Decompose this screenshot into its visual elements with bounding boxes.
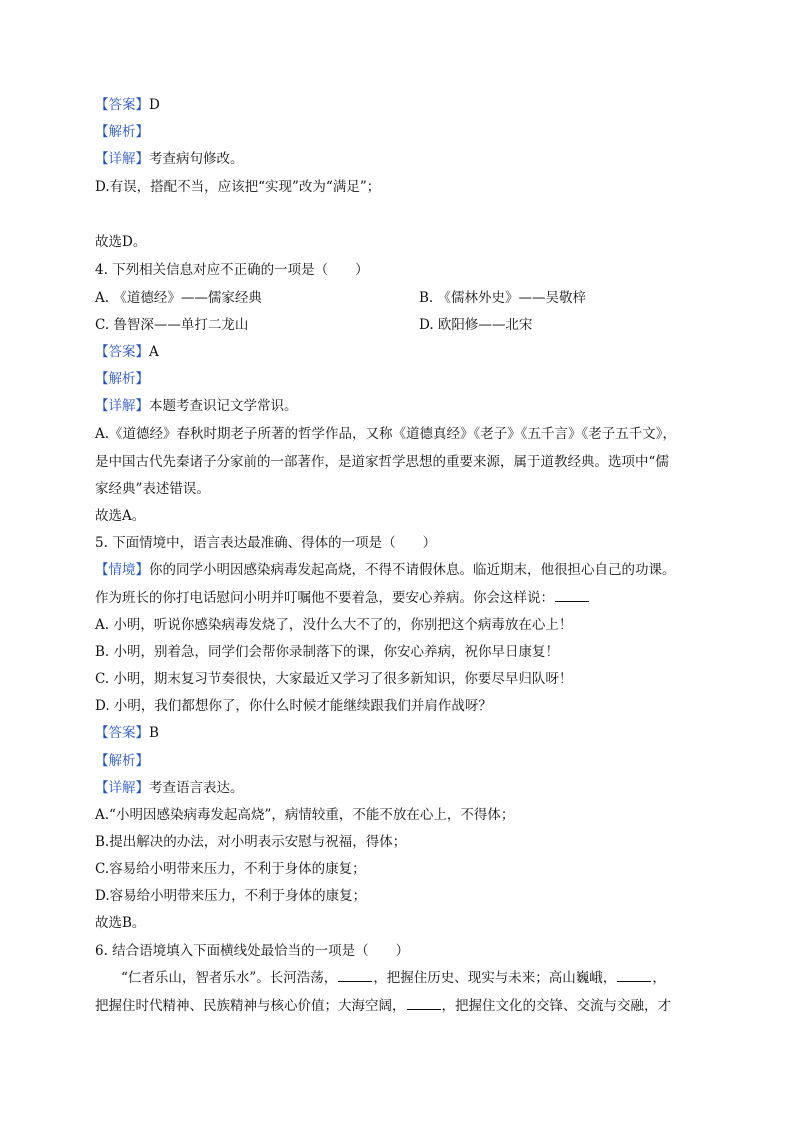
q3-detail: 考查病句修改。 (149, 151, 244, 167)
q5-analysis-line (95, 752, 149, 770)
detail-tag: 【详解】 (95, 398, 149, 414)
fill-blank-1 (338, 969, 372, 982)
q4-option-d: D. 欧阳修——北宋 (419, 317, 533, 333)
q5-explain-b: B.提出解决的办法，对小明表示安慰与祝福，得体； (95, 834, 407, 850)
q6-stem: 6. 结合语境填入下面横线处最恰当的一项是（ ） (95, 943, 410, 959)
q5-detail: 考查语言表达。 (149, 780, 244, 796)
detail-tag: 【详解】 (95, 780, 149, 796)
q4-conclusion: 故选A。 (95, 508, 146, 524)
q6-passage-part-1: “仁者乐山，智者乐水”。长河浩荡， (121, 970, 338, 986)
q4-detail: 本题考查识记文学常识。 (149, 398, 298, 414)
q4-detail-line (95, 397, 298, 415)
analysis-tag: 【解析】 (95, 124, 149, 140)
q3-analysis-line (95, 123, 149, 141)
q4-option-a: A. 《道德经》——儒家经典 (95, 290, 262, 306)
q5-answer-line (95, 724, 159, 742)
answer-tag: 【答案】 (95, 344, 149, 360)
q5-option-b: B. 小明，别着急，同学们会帮你录制落下的课，你安心养病，祝你早日康复！ (95, 644, 560, 660)
q4-explain-3: 家经典”表述错误。 (95, 481, 210, 497)
analysis-tag: 【解析】 (95, 371, 149, 387)
q3-conclusion: 故选D。 (95, 234, 147, 250)
q4-explain-1: A.《道德经》春秋时期老子所著的哲学作品，又称《道德真经》《老子》《五千言》《老子五千文》， (95, 426, 677, 442)
q5-option-a: A. 小明，听说你感染病毒发烧了，没什么大不了的，你别把这个病毒放在心上！ (95, 617, 573, 633)
answer-tag: 【答案】 (95, 97, 149, 113)
fill-blank-3 (407, 997, 441, 1010)
q3-detail-line (95, 150, 244, 168)
q6-passage-line-2 (95, 997, 671, 1015)
q6-passage-part-5: ，把握住文化的交锋、交流与交融，才 (441, 998, 671, 1014)
q4-answer: A (149, 344, 159, 360)
q6-passage-part-3: ， (652, 970, 666, 986)
fill-blank-2 (617, 969, 651, 982)
q5-option-d: D. 小明，我们都想你了，你什么时候才能继续跟我们并肩作战呀？ (95, 698, 492, 714)
detail-tag: 【详解】 (95, 151, 149, 167)
q6-passage-part-4: 把握住时代精神、民族精神与核心价值；大海空阔， (95, 998, 406, 1014)
q4-option-b: B. 《儒林外史》——吴敬梓 (419, 290, 587, 306)
q4-stem: 4. 下列相关信息对应不正确的一项是（ ） (95, 262, 369, 278)
q5-option-c: C. 小明，期末复习节奏很快，大家最近又学习了很多新知识，你要尽早归队呀！ (95, 671, 573, 687)
q5-explain-c: C.容易给小明带来压力，不利于身体的康复； (95, 861, 366, 877)
analysis-tag: 【解析】 (95, 753, 149, 769)
q5-explain-d: D.容易给小明带来压力，不利于身体的康复； (95, 888, 367, 904)
q3-answer-line (95, 96, 160, 114)
q6-passage-part-2: ，把握住历史、现实与未来；高山巍峨， (373, 970, 617, 986)
q5-situation-line (95, 561, 676, 579)
q5-detail-line (95, 779, 244, 797)
q3-answer: D (149, 97, 160, 113)
q5-situation-1: 你的同学小明因感染病毒发起高烧，不得不请假休息。临近期末，他很担心自己的功课。 (149, 562, 676, 578)
q5-stem: 5. 下面情境中，语言表达最准确、得体的一项是（ ） (95, 535, 437, 551)
q3-option-d-explain: D.有误，搭配不当，应该把“实现”改为“满足”； (95, 179, 381, 195)
q5-situation-2: 作为班长的你打电话慰问小明并叮嘱他不要着急，要安心养病。你会这样说： (95, 590, 554, 606)
answer-blank (555, 589, 589, 602)
q5-conclusion: 故选B。 (95, 915, 146, 931)
q5-situation-line-2 (95, 589, 590, 607)
q4-option-c: C. 鲁智深——单打二龙山 (95, 317, 249, 333)
q4-analysis-line (95, 370, 149, 388)
q5-answer: B (149, 725, 159, 741)
q4-answer-line (95, 343, 159, 361)
q4-explain-2: 是中国古代先秦诸子分家前的一部著作，是道家哲学思想的重要来源，属于道教经典。选项中“儒 (95, 454, 669, 470)
answer-tag: 【答案】 (95, 725, 149, 741)
situation-tag: 【情境】 (95, 562, 149, 578)
q6-passage-line-1 (121, 969, 666, 987)
q5-explain-a: A.“小明因感染病毒发起高烧”，病情较重，不能不放在心上，不得体； (95, 807, 515, 823)
